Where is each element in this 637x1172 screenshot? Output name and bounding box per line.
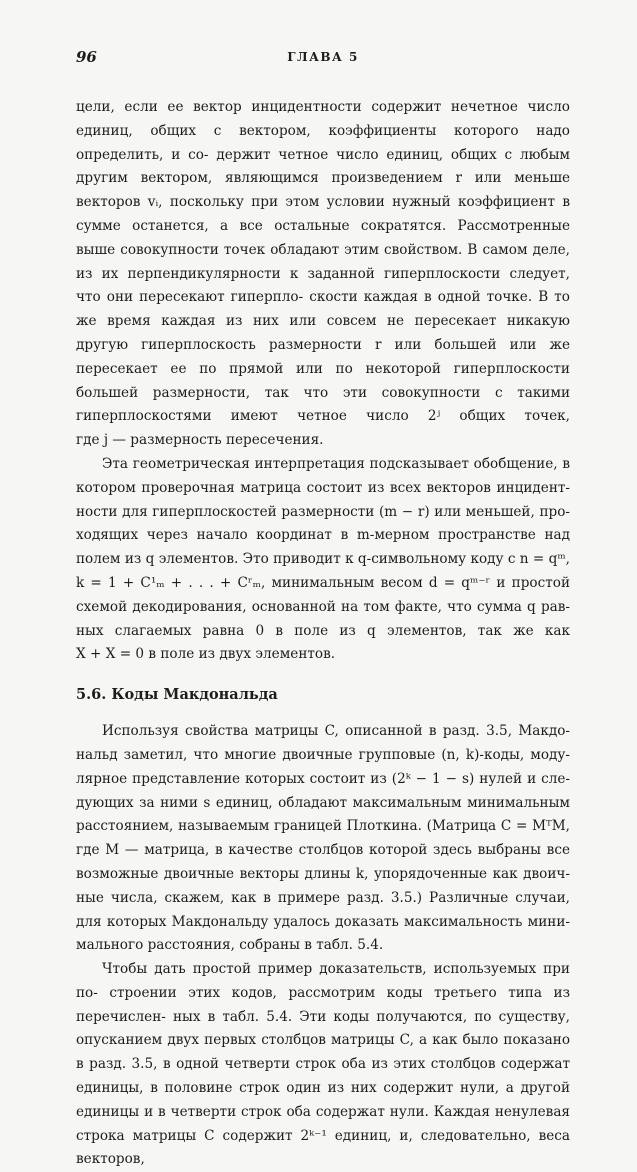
text-line: гиперплоскости большей размерности, так что эти совокупности [76,360,570,401]
text-line: держит четное число единиц, общих с любым другим вектором, [76,146,571,187]
text-line: общих с вектором, коэффициенты которого надо определить, и со- [76,122,570,163]
paragraph [76,958,570,1172]
text-line: строении этих кодов, рассмотрим коды третьего типа из перечислен- [76,984,570,1025]
text-line: ных слагаемых равна 0 в поле из q элементов, так же как [76,622,570,639]
section-heading: 5.6. Коды Макдональда [76,686,278,704]
text-line: нальд заметил, что многие двоичные групповые (n, k)-коды, моду- [76,746,570,763]
text-line: Используя свойства матрицы C, описанной в разд. 3.5, Макдо- [102,723,570,740]
text-line: полем из q элементов. Это приводит к q-символьному коду с n = qᵐ, [76,551,570,568]
text-line: возможные двоичные векторы длины k, упорядоченные как двоич- [76,865,570,882]
text-line: являющимся произведением r или меньше векторов vᵢ, поскольку [76,170,570,211]
text-line: k = 1 + C¹ₘ + . . . + Cʳₘ, минимальным весом d = qᵐ⁻ʳ и простой [76,574,570,591]
text-line: совсем не пересекает никакую другую гиперплоскость размерности r [76,313,570,353]
text-line: в половине строк один из них содержит нули, а другой единицы [76,1080,570,1120]
text-line: в одной четверти строк оба из этих столбцов содержат единицы, [76,1056,570,1097]
text-line: в котором проверочная матрица состоит из всех векторов инцидент- [76,455,570,496]
text-line: где j — размерность пересечения. [76,432,324,449]
page-number: 96 [76,48,97,66]
text-line: схемой декодирования, основанной на том факте, что сумма q рав- [76,598,570,615]
text-line: Чтобы дать простой пример доказательств, используемых при по- [76,961,570,1001]
text-line: ности для гиперплоскостей размерности (m − r) или меньшей, про- [76,503,570,520]
text-line: где M — матрица, в качестве столбцов которой здесь выбраны все [76,842,570,859]
text-line: цели, если ее вектор инцидентности содержит нечетное число единиц, [76,99,570,139]
text-line: или большей или же пересекает ее по прямой или по некоторой [76,336,570,377]
chapter-title: ГЛАВА 5 [287,50,359,64]
text-line: ходящих через начало координат в m-мерном пространстве над [76,527,570,544]
text-line: мального расстояния, собраны в табл. 5.4. [76,937,384,954]
text-line: X + X = 0 в поле из двух элементов. [76,646,336,663]
text-line: для которых Макдональду удалось доказать максимальность мини- [76,913,570,930]
paragraph-end-line [76,429,570,453]
running-header [76,48,570,70]
page-body [76,96,570,1172]
text-line: ных в табл. 5.4. Эти коды получаются, по существу, опусканием [76,1008,570,1049]
text-line: расстоянием, называемым границей Плоткина. (Матрица C = MᵀM, [76,818,570,835]
text-line: обладают этим свойством. В самом деле, из их перпендикулярности [76,241,570,282]
paragraph [76,453,570,643]
text-line: матрицы C содержит 2ᵏ⁻¹ единиц, и, следовательно, веса векторов, [76,1127,570,1168]
text-line: скости каждая в одной точке. В то же время каждая из них или [76,289,570,330]
paragraph [76,96,570,429]
paragraph-end-line [76,643,570,667]
text-line: с такими гиперплоскостями имеют четное число 2ʲ общих точек, [76,384,571,425]
text-line: ные числа, скажем, как в примере разд. 3.5.) Различные случаи, [76,889,570,906]
text-line: Эта геометрическая интерпретация подсказывает обобщение, [102,455,558,472]
text-line: к заданной гиперплоскости следует, что они пересекают гиперпло- [76,265,571,306]
paragraph [76,720,570,934]
text-line: при этом условии нужный коэффициент в сумме останется, а все [76,194,570,234]
text-line: остальные сократятся. Рассмотренные выше совокупности точек [76,217,570,258]
text-line: дующих за ними s единиц, обладают максимальным минимальным [76,794,570,811]
paragraph-end-line [76,934,570,958]
text-line: и в четверти строк оба содержат нули. Каждая ненулевая строка [76,1103,570,1144]
text-line: лярное представление которых состоит из (2ᵏ − 1 − s) нулей и сле- [76,770,570,787]
text-line: двух первых столбцов матрицы C, а как было показано в разд. 3.5, [76,1032,570,1073]
